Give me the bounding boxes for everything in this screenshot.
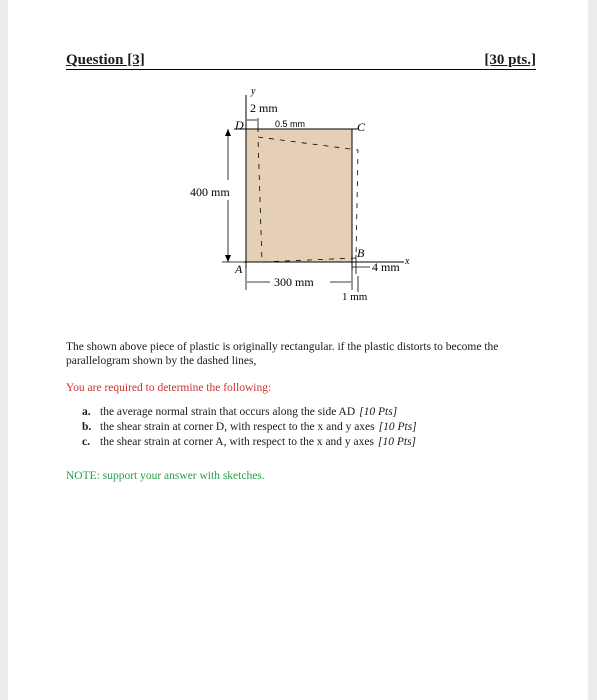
corner-label-a: A [235, 262, 243, 276]
dim-width-label: 300 mm [274, 275, 314, 289]
corner-label-c: C [357, 120, 366, 134]
dim-height-label: 400 mm [190, 185, 230, 199]
y-axis-label: y [251, 86, 256, 97]
task-points: [10 Pts] [378, 436, 417, 448]
task-label: c. [82, 436, 90, 448]
task-label: b. [82, 421, 92, 433]
corner-label-d: D [235, 118, 244, 132]
task-item [82, 435, 417, 450]
plastic-plate [246, 129, 352, 262]
task-text: the average normal strain that occurs along the side AD [100, 406, 356, 418]
task-item [82, 405, 417, 420]
problem-description: The shown above piece of plastic is originally rectangular. if the plastic distorts to become the parallelogram shown by the dashed lines, [66, 341, 499, 367]
corner-label-b: B [357, 246, 365, 260]
document-page [8, 0, 588, 700]
task-text: the shear strain at corner D, with respect to the x and y axes [100, 421, 375, 433]
note-text: NOTE: support your answer with sketches. [66, 470, 265, 482]
task-points: [10 Pts] [359, 406, 398, 418]
task-list [82, 405, 417, 450]
dim-top-drop-label: 0.5 mm [275, 119, 306, 129]
dim-bottom-rise-label: 1 mm [342, 291, 368, 303]
required-heading: You are required to determine the following: [66, 382, 272, 394]
height-arrow-up [225, 129, 231, 136]
dim-top-shift-label: 2 mm [250, 101, 278, 115]
task-item [82, 420, 417, 435]
task-label: a. [82, 406, 91, 418]
height-arrow-down [225, 255, 231, 262]
x-axis-label: x [405, 256, 410, 267]
task-text: the shear strain at corner A, with respect to the x and y axes [100, 436, 374, 448]
dim-right-shift-label: 4 mm [372, 260, 400, 274]
question-title: Question [3] [66, 52, 145, 68]
question-points: [30 pts.] [484, 52, 536, 68]
task-points: [10 Pts] [378, 421, 417, 433]
strain-figure [8, 0, 588, 330]
